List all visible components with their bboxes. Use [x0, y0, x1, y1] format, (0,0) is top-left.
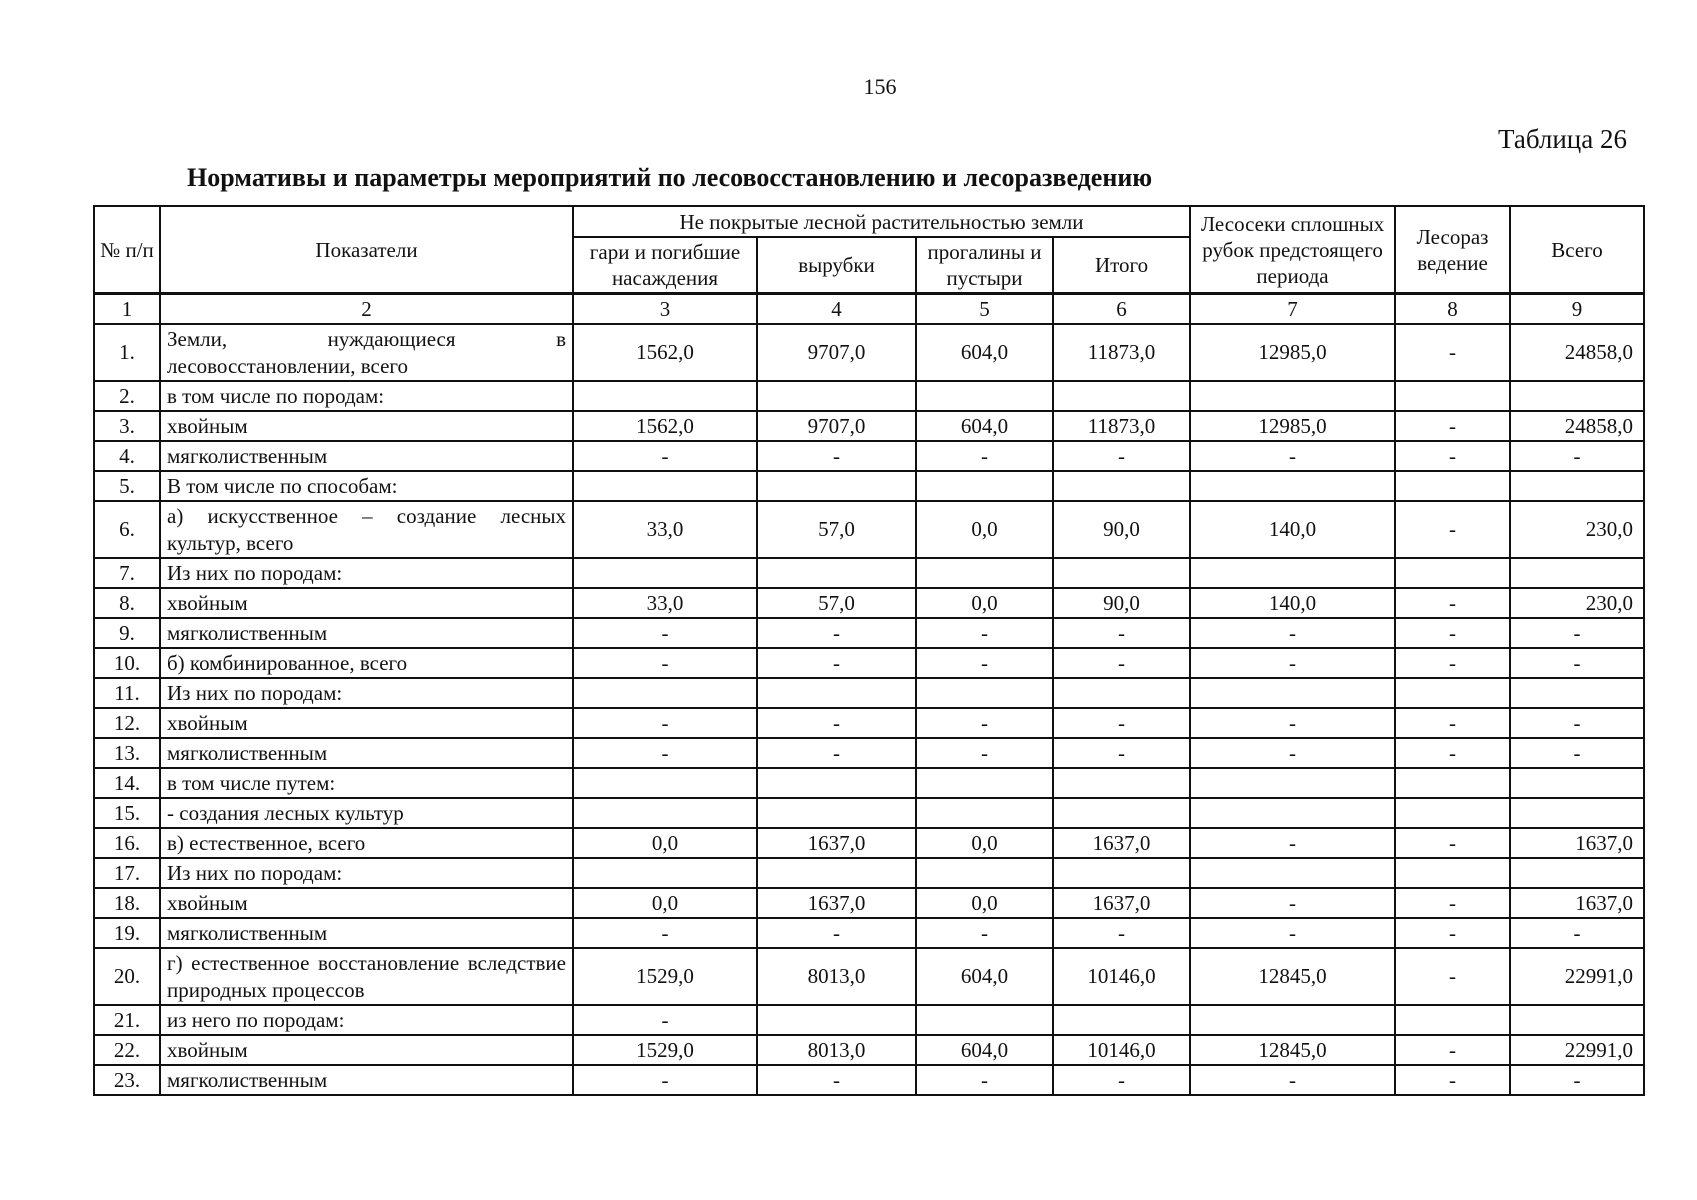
cell-cutting: -	[1190, 708, 1395, 738]
cell-afforestation: -	[1395, 708, 1510, 738]
cell-glades: 0,0	[916, 588, 1053, 618]
cell-afforestation: -	[1395, 324, 1510, 381]
cell-afforestation	[1395, 858, 1510, 888]
cell-clearings: -	[757, 738, 916, 768]
table-row	[94, 768, 1644, 798]
row-number: 8.	[94, 588, 160, 618]
row-label: хвойным	[160, 1035, 573, 1065]
cell-glades: -	[916, 618, 1053, 648]
cell-all: -	[1510, 441, 1644, 471]
cell-all: -	[1510, 708, 1644, 738]
column-number: 5	[916, 294, 1053, 325]
row-label: - создания лесных культур	[160, 798, 573, 828]
cell-cutting: -	[1190, 441, 1395, 471]
cell-clearings	[757, 858, 916, 888]
column-number: 2	[160, 294, 573, 325]
row-number: 1.	[94, 324, 160, 381]
cell-all	[1510, 798, 1644, 828]
cell-total	[1053, 381, 1190, 411]
table-row	[94, 738, 1644, 768]
cell-clearings	[757, 678, 916, 708]
row-label: из него по породам:	[160, 1005, 573, 1035]
cell-cutting: -	[1190, 738, 1395, 768]
row-number: 10.	[94, 648, 160, 678]
row-number: 2.	[94, 381, 160, 411]
row-label: мягколиственным	[160, 918, 573, 948]
row-number: 18.	[94, 888, 160, 918]
cell-burns: 33,0	[573, 501, 757, 558]
cell-all	[1510, 768, 1644, 798]
cell-all: -	[1510, 918, 1644, 948]
cell-total: -	[1053, 1065, 1190, 1095]
table-row	[94, 678, 1644, 708]
cell-cutting	[1190, 678, 1395, 708]
cell-burns	[573, 471, 757, 501]
cell-cutting: -	[1190, 828, 1395, 858]
cell-total: -	[1053, 918, 1190, 948]
header-group-uncovered: Не покрытые лесной растительностью земли	[573, 206, 1190, 237]
cell-cutting	[1190, 768, 1395, 798]
cell-glades: -	[916, 1065, 1053, 1095]
cell-glades: 0,0	[916, 501, 1053, 558]
row-number: 14.	[94, 768, 160, 798]
cell-total: 90,0	[1053, 501, 1190, 558]
cell-all: 24858,0	[1510, 411, 1644, 441]
cell-total: 11873,0	[1053, 324, 1190, 381]
cell-clearings	[757, 558, 916, 588]
cell-total	[1053, 858, 1190, 888]
cell-glades	[916, 678, 1053, 708]
row-label: Из них по породам:	[160, 558, 573, 588]
row-label: а) искусственное – создание лесных культур, всего	[160, 501, 573, 558]
cell-burns	[573, 768, 757, 798]
cell-cutting: -	[1190, 648, 1395, 678]
header-cutting: Лесосеки сплошных рубок предстоящего периода	[1190, 206, 1395, 294]
cell-burns	[573, 858, 757, 888]
cell-all: 22991,0	[1510, 1035, 1644, 1065]
row-number: 16.	[94, 828, 160, 858]
row-number: 23.	[94, 1065, 160, 1095]
cell-afforestation	[1395, 678, 1510, 708]
cell-clearings: 8013,0	[757, 948, 916, 1005]
row-number: 6.	[94, 501, 160, 558]
cell-burns	[573, 381, 757, 411]
cell-glades: 604,0	[916, 948, 1053, 1005]
table-row	[94, 648, 1644, 678]
cell-cutting: 140,0	[1190, 501, 1395, 558]
cell-all	[1510, 1005, 1644, 1035]
page-number: 156	[863, 74, 897, 99]
cell-total	[1053, 678, 1190, 708]
cell-all: 230,0	[1510, 501, 1644, 558]
cell-total	[1053, 558, 1190, 588]
cell-glades: 0,0	[916, 828, 1053, 858]
cell-total: -	[1053, 618, 1190, 648]
row-label: Из них по породам:	[160, 678, 573, 708]
cell-glades: -	[916, 708, 1053, 738]
cell-cutting: 12985,0	[1190, 324, 1395, 381]
cell-total: 90,0	[1053, 588, 1190, 618]
cell-all	[1510, 381, 1644, 411]
row-label: Из них по породам:	[160, 858, 573, 888]
header-num: № п/п	[94, 206, 160, 294]
cell-glades: -	[916, 648, 1053, 678]
table-row	[94, 1065, 1644, 1095]
cell-clearings: 1637,0	[757, 888, 916, 918]
row-label: мягколиственным	[160, 441, 573, 471]
cell-total: -	[1053, 738, 1190, 768]
cell-glades: 604,0	[916, 1035, 1053, 1065]
cell-total	[1053, 471, 1190, 501]
cell-clearings: 8013,0	[757, 1035, 916, 1065]
cell-glades: 604,0	[916, 324, 1053, 381]
row-label: Земли, нуждающиеся в лесовосстановлении, всего	[160, 324, 573, 381]
cell-afforestation: -	[1395, 888, 1510, 918]
cell-glades	[916, 798, 1053, 828]
column-number: 7	[1190, 294, 1395, 325]
cell-clearings: -	[757, 441, 916, 471]
cell-afforestation: -	[1395, 918, 1510, 948]
cell-total: 10146,0	[1053, 948, 1190, 1005]
cell-glades	[916, 768, 1053, 798]
cell-all: 1637,0	[1510, 828, 1644, 858]
cell-total: -	[1053, 648, 1190, 678]
cell-afforestation: -	[1395, 948, 1510, 1005]
cell-total	[1053, 798, 1190, 828]
table-row	[94, 828, 1644, 858]
header-burns: гари и погибшие насаждения	[573, 237, 757, 294]
cell-burns: -	[573, 618, 757, 648]
cell-cutting: 12845,0	[1190, 1035, 1395, 1065]
row-number: 9.	[94, 618, 160, 648]
cell-clearings: 57,0	[757, 501, 916, 558]
cell-burns: -	[573, 708, 757, 738]
table-row	[94, 618, 1644, 648]
cell-glades: 0,0	[916, 888, 1053, 918]
cell-afforestation	[1395, 471, 1510, 501]
cell-afforestation: -	[1395, 588, 1510, 618]
column-number: 1	[94, 294, 160, 325]
cell-all	[1510, 858, 1644, 888]
cell-clearings	[757, 768, 916, 798]
cell-total: 11873,0	[1053, 411, 1190, 441]
cell-clearings	[757, 471, 916, 501]
cell-cutting	[1190, 471, 1395, 501]
cell-burns	[573, 798, 757, 828]
cell-afforestation: -	[1395, 441, 1510, 471]
cell-glades: 604,0	[916, 411, 1053, 441]
cell-all: -	[1510, 618, 1644, 648]
row-number: 19.	[94, 918, 160, 948]
cell-all	[1510, 558, 1644, 588]
cell-burns: -	[573, 738, 757, 768]
row-number: 4.	[94, 441, 160, 471]
table-row	[94, 411, 1644, 441]
table-row	[94, 708, 1644, 738]
cell-glades: -	[916, 441, 1053, 471]
row-number: 3.	[94, 411, 160, 441]
cell-burns: 33,0	[573, 588, 757, 618]
table-row	[94, 381, 1644, 411]
cell-afforestation: -	[1395, 648, 1510, 678]
cell-cutting	[1190, 558, 1395, 588]
table-row	[94, 798, 1644, 828]
cell-clearings: -	[757, 708, 916, 738]
cell-clearings: -	[757, 1065, 916, 1095]
row-label: в) естественное, всего	[160, 828, 573, 858]
cell-clearings: 9707,0	[757, 411, 916, 441]
row-label: г) естественное восстановление вследствие природных процессов	[160, 948, 573, 1005]
row-number: 13.	[94, 738, 160, 768]
cell-clearings: -	[757, 618, 916, 648]
cell-burns	[573, 678, 757, 708]
document-title: Нормативы и параметры мероприятий по лесовосстановлению и лесоразведению	[187, 163, 1153, 192]
table-row	[94, 324, 1644, 381]
cell-total: 1637,0	[1053, 828, 1190, 858]
row-number: 5.	[94, 471, 160, 501]
table-row	[94, 558, 1644, 588]
cell-afforestation: -	[1395, 618, 1510, 648]
header-afforestation: Лесораз ведение	[1395, 206, 1510, 294]
header-indicator: Показатели	[160, 206, 573, 294]
cell-cutting: -	[1190, 1065, 1395, 1095]
row-label: хвойным	[160, 708, 573, 738]
cell-afforestation	[1395, 381, 1510, 411]
table-row	[94, 918, 1644, 948]
row-label: мягколиственным	[160, 738, 573, 768]
table-row	[94, 888, 1644, 918]
table-row	[94, 588, 1644, 618]
cell-afforestation: -	[1395, 1035, 1510, 1065]
cell-clearings: 57,0	[757, 588, 916, 618]
cell-burns: 1529,0	[573, 948, 757, 1005]
header-clearings: вырубки	[757, 237, 916, 294]
table-row	[94, 1035, 1644, 1065]
table-row	[94, 501, 1644, 558]
row-label: хвойным	[160, 411, 573, 441]
cell-cutting: 12845,0	[1190, 948, 1395, 1005]
row-number: 7.	[94, 558, 160, 588]
cell-cutting: 140,0	[1190, 588, 1395, 618]
cell-cutting	[1190, 858, 1395, 888]
cell-burns	[573, 558, 757, 588]
cell-total	[1053, 768, 1190, 798]
row-label: хвойным	[160, 888, 573, 918]
cell-afforestation: -	[1395, 738, 1510, 768]
cell-burns: 0,0	[573, 888, 757, 918]
cell-burns: 0,0	[573, 828, 757, 858]
row-label: в том числе путем:	[160, 768, 573, 798]
cell-cutting: 12985,0	[1190, 411, 1395, 441]
norms-table	[93, 205, 1645, 1096]
cell-afforestation: -	[1395, 501, 1510, 558]
row-number: 15.	[94, 798, 160, 828]
cell-glades: -	[916, 738, 1053, 768]
cell-afforestation: -	[1395, 828, 1510, 858]
cell-all: 24858,0	[1510, 324, 1644, 381]
column-number: 8	[1395, 294, 1510, 325]
row-label: мягколиственным	[160, 618, 573, 648]
cell-all	[1510, 471, 1644, 501]
cell-afforestation: -	[1395, 411, 1510, 441]
cell-burns: 1562,0	[573, 324, 757, 381]
row-number: 22.	[94, 1035, 160, 1065]
cell-glades	[916, 381, 1053, 411]
cell-glades	[916, 858, 1053, 888]
cell-cutting	[1190, 381, 1395, 411]
row-number: 12.	[94, 708, 160, 738]
table-row	[94, 471, 1644, 501]
cell-cutting	[1190, 798, 1395, 828]
row-number: 17.	[94, 858, 160, 888]
row-number: 21.	[94, 1005, 160, 1035]
cell-total: 10146,0	[1053, 1035, 1190, 1065]
row-label: в том числе по породам:	[160, 381, 573, 411]
cell-cutting: -	[1190, 918, 1395, 948]
cell-afforestation: -	[1395, 1065, 1510, 1095]
cell-afforestation	[1395, 768, 1510, 798]
cell-clearings: -	[757, 648, 916, 678]
cell-all: 22991,0	[1510, 948, 1644, 1005]
column-number: 9	[1510, 294, 1644, 325]
cell-burns: -	[573, 648, 757, 678]
header-all: Всего	[1510, 206, 1644, 294]
cell-burns: 1562,0	[573, 411, 757, 441]
cell-cutting	[1190, 1005, 1395, 1035]
column-number: 3	[573, 294, 757, 325]
table-row	[94, 1005, 1644, 1035]
cell-all: 230,0	[1510, 588, 1644, 618]
column-number: 6	[1053, 294, 1190, 325]
cell-burns: -	[573, 441, 757, 471]
cell-clearings: -	[757, 918, 916, 948]
cell-cutting: -	[1190, 618, 1395, 648]
table-row	[94, 948, 1644, 1005]
cell-afforestation	[1395, 1005, 1510, 1035]
cell-glades	[916, 1005, 1053, 1035]
row-number: 20.	[94, 948, 160, 1005]
table-row	[94, 858, 1644, 888]
cell-burns: -	[573, 1065, 757, 1095]
row-label: мягколиственным	[160, 1065, 573, 1095]
cell-cutting: -	[1190, 888, 1395, 918]
cell-total: -	[1053, 708, 1190, 738]
cell-clearings: 1637,0	[757, 828, 916, 858]
column-number-row	[94, 294, 1644, 325]
cell-clearings	[757, 381, 916, 411]
cell-clearings	[757, 1005, 916, 1035]
table-label: Таблица 26	[1498, 124, 1627, 154]
cell-total	[1053, 1005, 1190, 1035]
cell-all: -	[1510, 1065, 1644, 1095]
cell-total: 1637,0	[1053, 888, 1190, 918]
row-label: хвойным	[160, 588, 573, 618]
cell-burns: -	[573, 918, 757, 948]
cell-burns: -	[573, 1005, 757, 1035]
cell-total: -	[1053, 441, 1190, 471]
column-number: 4	[757, 294, 916, 325]
table-row	[94, 441, 1644, 471]
header-glades: прогалины и пустыри	[916, 237, 1053, 294]
row-label: б) комбинированное, всего	[160, 648, 573, 678]
cell-glades	[916, 471, 1053, 501]
cell-all: -	[1510, 738, 1644, 768]
cell-burns: 1529,0	[573, 1035, 757, 1065]
header-total: Итого	[1053, 237, 1190, 294]
cell-glades	[916, 558, 1053, 588]
cell-clearings: 9707,0	[757, 324, 916, 381]
cell-clearings	[757, 798, 916, 828]
cell-afforestation	[1395, 798, 1510, 828]
cell-all	[1510, 678, 1644, 708]
row-label: В том числе по способам:	[160, 471, 573, 501]
row-number: 11.	[94, 678, 160, 708]
cell-afforestation	[1395, 558, 1510, 588]
cell-all: -	[1510, 648, 1644, 678]
cell-glades: -	[916, 918, 1053, 948]
cell-all: 1637,0	[1510, 888, 1644, 918]
